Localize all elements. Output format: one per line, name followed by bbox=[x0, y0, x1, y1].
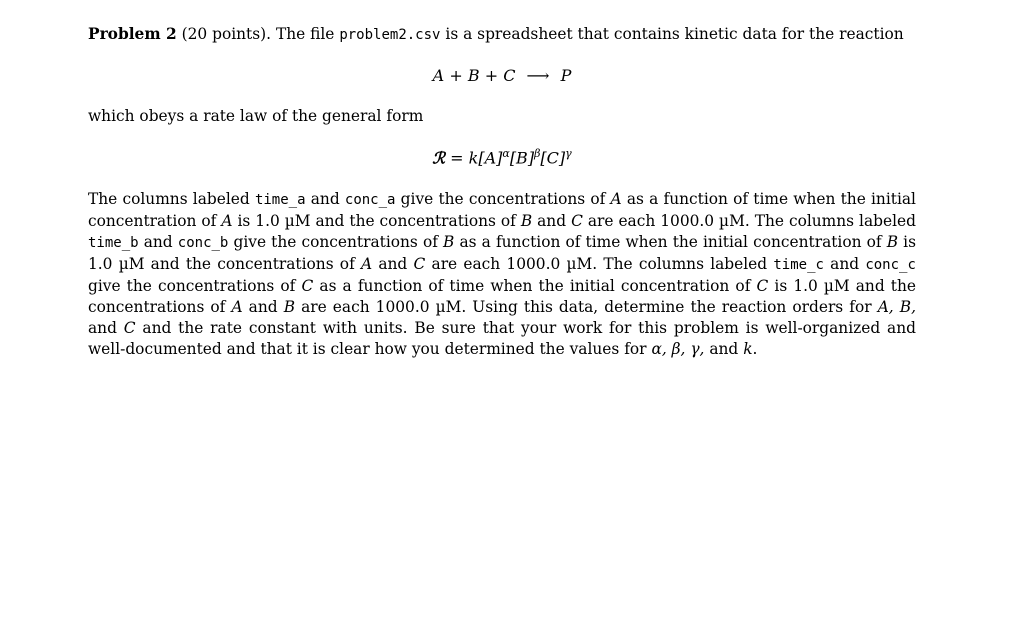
problem-statement: Problem 2 (20 points). The file problem2.csv is a spreadsheet that contains kinetic data for the reaction bbox=[88, 25, 904, 43]
reaction-equation: A + B + C ⟶ P bbox=[432, 66, 572, 85]
reaction-arrow: ⟶ bbox=[526, 66, 550, 85]
file-name: problem2.csv bbox=[339, 27, 441, 43]
problem-document bbox=[88, 24, 916, 360]
rate-law-equation: ℛ = $k[A]^\alpha[B]^\beta[C]^\gamma$ bbox=[432, 147, 572, 168]
column-conc-b: conc_b bbox=[177, 235, 229, 251]
column-time-a: time_a bbox=[254, 192, 306, 208]
rate-law-intro: which obeys a rate law of the general form bbox=[88, 107, 424, 125]
instructions-paragraph: The columns labeled time_a and conc_a give the concentrations of A as a function of time when the initial concentration of A is 1.0 µM and the concentrations of B and C are each 1000.0 µM. The columns labeled time_b and conc_b give the concentrations of B as a function of time when the initial concentration of B is 1.0 µM and the concentrations of A and C are each 1000.0 µM. The columns labeled time_c and conc_c give the concentrations of C as a function of time when the initial concentration of C is 1.0 µM and the concentrations of A and B are each 1000.0 µM. Using this data, determine the reaction orders for A, B, and C and the rate constant with units. Be sure that your work for this problem is well-organized and well-documented and that it is clear how you determined the values for α, β, γ, and k. bbox=[88, 190, 917, 358]
column-time-b: time_b bbox=[88, 235, 139, 251]
column-time-c: time_c bbox=[773, 257, 824, 273]
column-conc-a: conc_a bbox=[344, 192, 396, 208]
problem-points: (20 points). bbox=[181, 25, 272, 43]
column-conc-c: conc_c bbox=[865, 257, 916, 273]
problem-label: Problem 2 bbox=[88, 25, 177, 43]
